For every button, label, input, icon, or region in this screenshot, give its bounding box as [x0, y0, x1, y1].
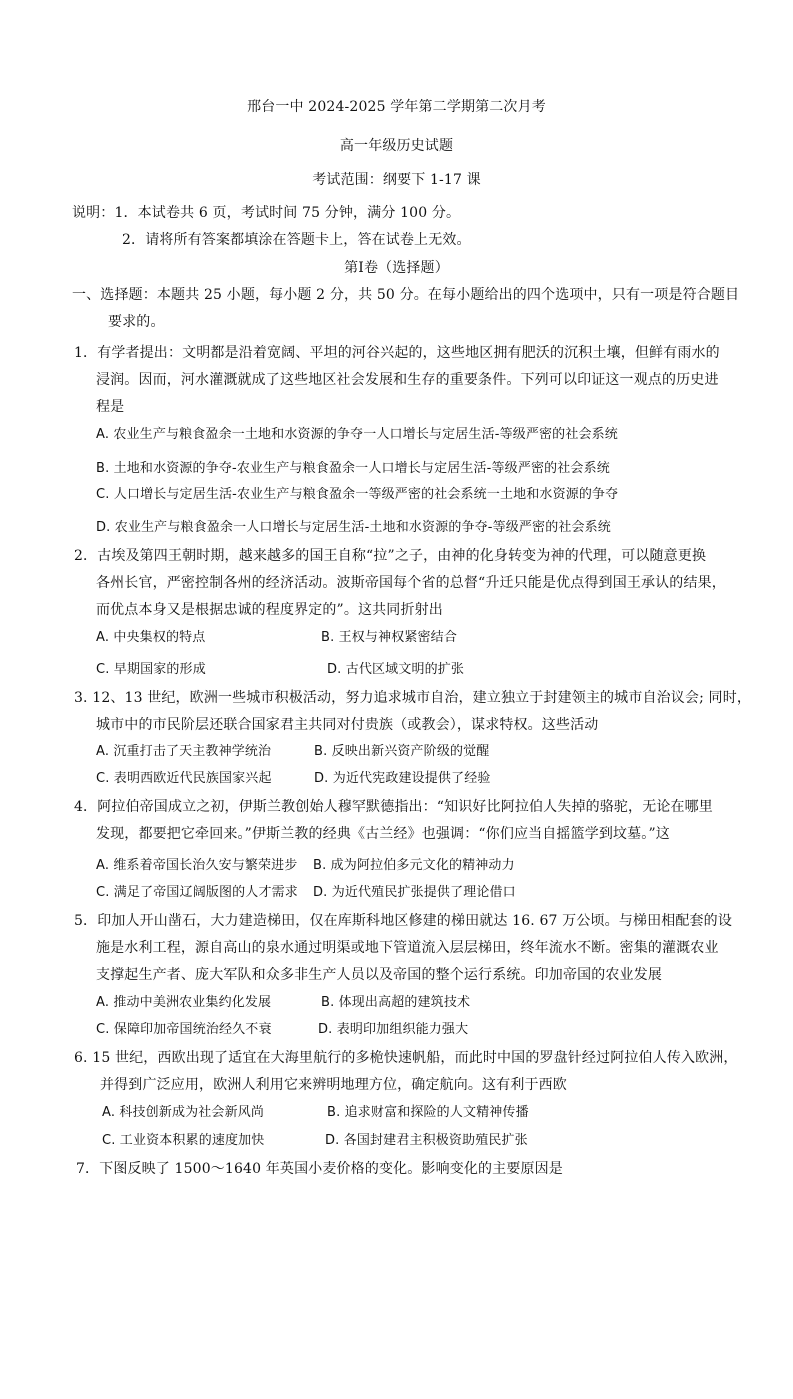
option-c: C. 工业资本积累的速度加快	[102, 1133, 265, 1148]
exam-scope: 考试范围：纲要下 1-17 课	[312, 172, 481, 188]
question-text: 发现，都要把它牵回来。”伊斯兰教的经典《古兰经》也强调：“你们应当自摇篮学到坟墓。”这	[96, 826, 670, 842]
option-a: A. 沉重打击了天主教神学统治	[96, 744, 272, 759]
option-b: B. 成为阿拉伯多元文化的精神动力	[313, 858, 515, 873]
option-d: D. 表明印加组织能力强大	[318, 1022, 469, 1037]
question-text: 各州长官，严密控制各州的经济活动。波斯帝国每个省的总督“升迁只能是优点得到国王承认的结果，	[96, 575, 726, 591]
option-b: B. 反映出新兴资产阶级的觉醒	[314, 744, 490, 759]
option-c: C. 满足了帝国辽阔版图的人才需求	[96, 885, 298, 900]
question-text: 3. 12、13 世纪，欧洲一些城市积极活动，努力追求城市自治，建立独立于封建领主的城市自治议会; 同时，	[74, 690, 752, 706]
question-text: 1．有学者提出：文明都是沿着宽阔、平坦的河谷兴起的，这些地区拥有肥沃的沉积土壤，但鲜有雨水的	[74, 345, 720, 361]
question-text: 施是水利工程，源自高山的泉水通过明渠或地下管道流入层层梯田，终年流水不断。密集的灌溉农业	[96, 940, 719, 956]
option-d: D. 农业生产与粮食盈余一人口增长与定居生活-土地和水资源的争夺-等级严密的社会系统	[96, 520, 611, 535]
option-a: A. 中央集权的特点	[96, 630, 206, 645]
exam-header-title: 邢台一中 2024-2025 学年第二学期第二次月考	[247, 99, 546, 115]
question-text: 并得到广泛应用，欧洲人利用它来辨明地理方位，确定航向。这有利于西欧	[100, 1077, 567, 1093]
section-intro-line-1: 一、选择题：本题共 25 小题，每小题 2 分，共 50 分。在每小题给出的四个选项中，只有一项是符合题目	[72, 287, 740, 303]
question-text: 城市中的市民阶层还联合国家君主共同对付贵族（或教会），谋求特权。这些活动	[96, 717, 599, 733]
option-b: B. 体现出高超的建筑技术	[321, 995, 471, 1010]
question-text: 浸润。因而，河水灌溉就成了这些地区社会发展和生存的重要条件。下列可以印证这一观点的历史进	[96, 372, 719, 388]
instruction-line-1: 说明：1．本试卷共 6 页，考试时间 75 分钟，满分 100 分。	[72, 205, 461, 221]
question-text: 支撑起生产者、庞大军队和众多非生产人员以及帝国的整个运行系统。印加帝国的农业发展	[96, 967, 662, 983]
option-a: A. 农业生产与粮食盈余一土地和水资源的争夺一人口增长与定居生活-等级严密的社会系统	[96, 427, 618, 442]
option-c: C. 表明西欧近代民族国家兴起	[96, 771, 272, 786]
option-c: C. 早期国家的形成	[96, 662, 206, 677]
option-d: D. 为近代殖民扩张提供了理论借口	[313, 885, 516, 900]
subject-title: 高一年级历史试题	[339, 138, 454, 154]
option-a: A. 推动中美洲农业集约化发展	[96, 995, 272, 1010]
option-b: B. 王权与神权紧密结合	[321, 630, 457, 645]
option-c: C. 人口增长与定居生活-农业生产与粮食盈余一等级严密的社会系统一土地和水资源的争夺	[96, 487, 619, 502]
instruction-line-2: 2．请将所有答案都填涂在答题卡上，答在试卷上无效。	[122, 232, 471, 248]
question-text: 而优点本身又是根据忠诚的程度界定的”。这共同折射出	[96, 602, 443, 618]
option-b: B. 土地和水资源的争夺-农业生产与粮食盈余一人口增长与定居生活-等级严密的社会系统	[96, 461, 610, 476]
section-intro-line-2: 要求的。	[108, 314, 165, 330]
question-text: 4．阿拉伯帝国成立之初，伊斯兰教创始人穆罕默德指出：“知识好比阿拉伯人失掉的骆驼，无论在哪里	[74, 799, 713, 815]
option-c: C. 保障印加帝国统治经久不衰	[96, 1022, 272, 1037]
question-text: 2．古埃及第四王朝时期，越来越多的国王自称“拉”之子，由神的化身转变为神的代理，可以随意更换	[74, 548, 707, 564]
option-a: A. 维系着帝国长治久安与繁荣进步	[96, 858, 298, 873]
option-d: D. 古代区域文明的扩张	[327, 662, 465, 677]
question-text: 7．下图反映了 1500～1640 年英国小麦价格的变化。影响变化的主要原因是	[76, 1161, 563, 1177]
option-d: D. 各国封建君主积极资助殖民扩张	[325, 1133, 528, 1148]
question-text: 6. 15 世纪，西欧出现了适宜在大海里航行的多桅快速帆船，而此时中国的罗盘针经过阿拉伯人传入欧洲，	[74, 1050, 738, 1066]
question-text: 5．印加人开山凿石，大力建造梯田，仅在库斯科地区修建的梯田就达 16. 67 万公顷。与梯田相配套的设	[74, 913, 732, 929]
option-d: D. 为近代宪政建设提供了经验	[314, 771, 491, 786]
question-text: 程是	[96, 399, 125, 415]
option-b: B. 追求财富和探险的人文精神传播	[327, 1105, 529, 1120]
volume-title: 第Ⅰ卷（选择题）	[344, 260, 449, 276]
option-a: A. 科技创新成为社会新风尚	[102, 1105, 265, 1120]
